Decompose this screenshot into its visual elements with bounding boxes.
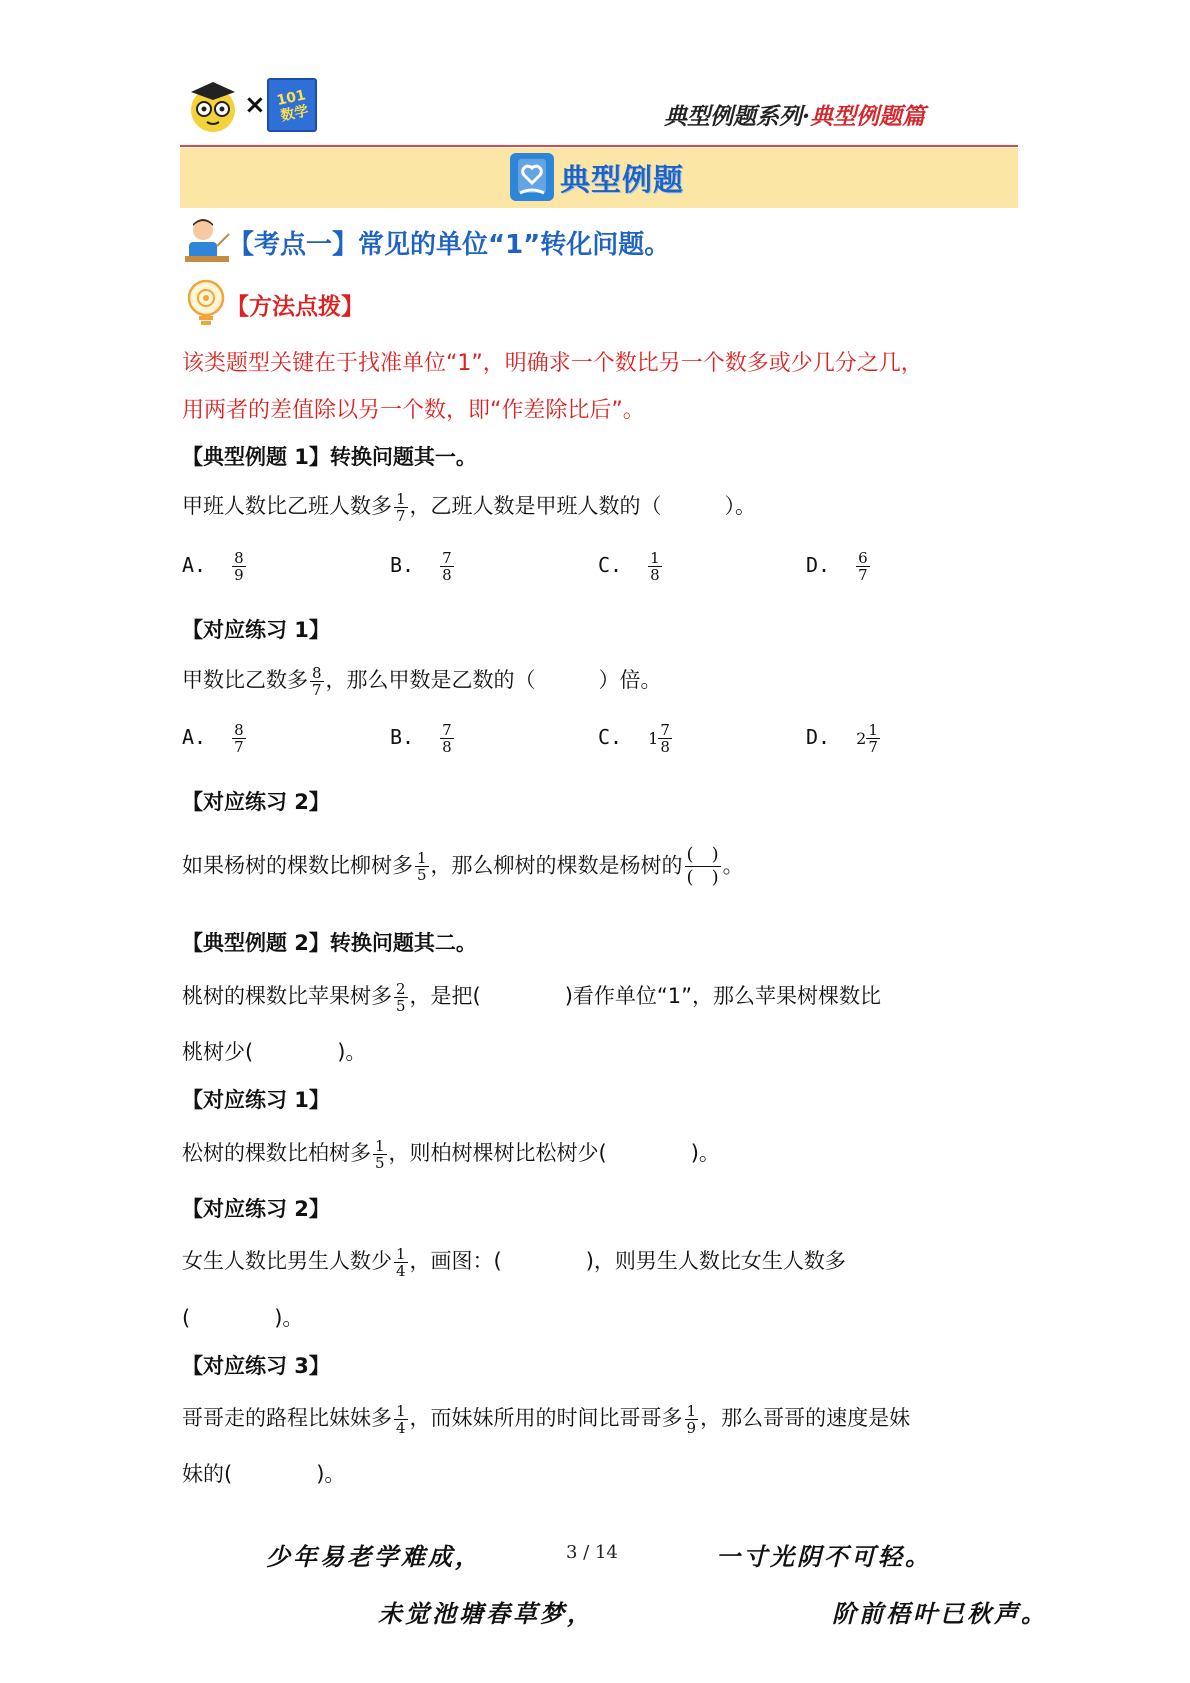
fraction <box>394 1246 408 1279</box>
question-text: ，画图：( )，则男生人数比女生人数多 <box>409 1249 846 1273</box>
header-logo-group <box>187 78 317 134</box>
kaodian-title: 【考点一】常见的单位“1”转化问题。 <box>228 230 671 260</box>
option-label: D. <box>806 725 831 749</box>
fraction-denominator: 7 <box>396 506 406 525</box>
option-label: B. <box>390 553 415 577</box>
example-1-option-b[interactable] <box>390 550 456 583</box>
fraction-denominator: 5 <box>375 1153 385 1172</box>
question-text: 女生人数比男生人数少 <box>182 1249 392 1273</box>
fraction-numerator: 6 <box>858 549 868 567</box>
series-title-red: 典型例题篇 <box>810 103 926 130</box>
practice-2-heading: 【对应练习 2】 <box>182 790 330 814</box>
option-label: A. <box>182 553 207 577</box>
fraction-denominator: 5 <box>396 996 406 1015</box>
blank-denominator: ( ) <box>686 867 719 888</box>
fraction-denominator: 7 <box>868 738 878 756</box>
series-title-black: 典型例题系列· <box>664 103 811 130</box>
fraction-denominator: 9 <box>234 566 244 584</box>
fraction-denominator: 7 <box>858 566 868 584</box>
option-fraction <box>648 550 662 583</box>
option-fraction <box>440 550 454 583</box>
practice-2-3-heading: 【对应练习 3】 <box>182 1354 330 1378</box>
fraction <box>685 1403 699 1436</box>
times-sign: × <box>244 90 266 120</box>
method-line-2: 用两者的差值除以另一个数，即“作差除比后”。 <box>182 398 645 423</box>
question-text: ，乙班人数是甲班人数的（ ）。 <box>409 494 757 518</box>
option-fraction <box>440 722 454 755</box>
fraction <box>394 981 408 1014</box>
question-text: 桃树的棵数比苹果树多 <box>182 984 392 1008</box>
fraction-denominator: 4 <box>396 1418 406 1437</box>
option-label: B. <box>390 725 415 749</box>
page-number: 3 / 14 <box>566 1542 618 1563</box>
example-2-question <box>182 980 881 1014</box>
fraction-denominator: 4 <box>396 1261 406 1280</box>
fraction-denominator: 7 <box>234 738 244 756</box>
method-line-1: 该类题型关键在于找准单位“1”，明确求一个数比另一个数多或少几分之几， <box>182 351 923 376</box>
example-1-option-c[interactable] <box>598 550 664 583</box>
question-text: 。 <box>722 853 744 878</box>
option-fraction <box>658 722 672 755</box>
fraction-denominator: 8 <box>442 566 452 584</box>
lightbulb-icon <box>186 278 226 328</box>
fraction-numerator: 1 <box>868 721 878 739</box>
fraction-denominator: 5 <box>417 866 427 884</box>
practice-1-option-d[interactable] <box>806 722 882 755</box>
question-text: 甲数比乙数多 <box>182 668 308 692</box>
practice-2-1-question <box>182 1137 720 1171</box>
section-banner <box>180 148 1018 208</box>
fraction <box>394 491 408 524</box>
fraction-numerator: 7 <box>442 721 452 739</box>
fraction-numerator: 7 <box>660 721 670 739</box>
teacher-icon <box>183 216 231 266</box>
question-text: 哥哥走的路程比妹妹多 <box>182 1406 392 1430</box>
mixed-whole: 1 <box>648 729 659 748</box>
fraction-denominator: 8 <box>660 738 670 756</box>
fraction-numerator: 1 <box>686 1401 697 1420</box>
fraction-numerator: 1 <box>417 849 427 867</box>
question-text: ，那么甲数是乙数的（ ）倍。 <box>325 668 662 692</box>
example-2-question-line-2: 桃树少( )。 <box>182 1040 367 1064</box>
fraction <box>394 1403 408 1436</box>
fraction-denominator: 7 <box>312 680 322 699</box>
fraction-denominator: 9 <box>686 1418 697 1437</box>
example-2-heading: 【典型例题 2】转换问题其二。 <box>182 931 477 955</box>
fraction-numerator: 1 <box>396 1244 406 1263</box>
fraction-numerator: 1 <box>396 489 406 508</box>
option-label: A. <box>182 725 207 749</box>
practice-2-2-heading: 【对应练习 2】 <box>182 1197 330 1221</box>
option-label: C. <box>598 725 623 749</box>
fraction <box>373 1138 387 1171</box>
fraction-numerator: 8 <box>234 721 244 739</box>
fraction-denominator: 8 <box>442 738 452 756</box>
example-1-question <box>182 490 756 524</box>
question-text: ，而妹妹所用的时间比哥哥多 <box>409 1406 683 1430</box>
question-text: 如果杨树的棵数比柳树多 <box>182 853 413 878</box>
example-1-heading: 【典型例题 1】转换问题其一。 <box>182 445 477 469</box>
question-text: ，那么哥哥的速度是妹 <box>700 1406 911 1430</box>
option-fraction <box>866 722 880 755</box>
owl-mascot-icon <box>187 78 239 134</box>
fraction-numerator: 1 <box>396 1401 406 1420</box>
option-fraction <box>856 550 870 583</box>
banner-title: 典型例题 <box>560 163 684 198</box>
practice-2-question <box>182 844 744 889</box>
option-label: C. <box>598 553 623 577</box>
example-1-option-d[interactable] <box>806 550 872 583</box>
blank-numerator: ( ) <box>686 844 719 865</box>
question-text: 松树的棵数比柏树多 <box>182 1141 371 1165</box>
practice-1-question <box>182 664 662 698</box>
fraction-numerator: 1 <box>375 1136 385 1155</box>
practice-2-1-heading: 【对应练习 1】 <box>182 1088 330 1112</box>
clipboard-heart-icon <box>510 153 554 201</box>
example-1-option-a[interactable] <box>182 550 248 583</box>
method-title: 【方法点拨】 <box>226 294 364 320</box>
question-text: 甲班人数比乙班人数多 <box>182 494 392 518</box>
footer-poem-line-2: 一寸光阴不可轻。 <box>716 1542 932 1571</box>
fraction-numerator: 7 <box>442 549 452 567</box>
practice-2-3-question <box>182 1402 910 1436</box>
mixed-whole: 2 <box>856 729 867 748</box>
fraction-numerator: 8 <box>234 549 244 567</box>
practice-1-heading: 【对应练习 1】 <box>182 618 330 642</box>
brand-logo <box>267 78 317 132</box>
fraction-denominator: 8 <box>650 566 660 584</box>
question-text: ，那么柳树的棵数是杨树的 <box>430 853 683 878</box>
fraction <box>310 665 324 698</box>
question-text: ，是把( )看作单位“1”，那么苹果树棵数比 <box>409 984 882 1008</box>
brand-logo-text: 101数学 <box>275 87 311 125</box>
fraction-numerator: 1 <box>650 549 660 567</box>
question-text: ，则柏树棵树比松树少( )。 <box>388 1141 720 1165</box>
option-fraction <box>232 722 246 755</box>
option-label: D. <box>806 553 831 577</box>
series-title <box>664 98 925 131</box>
practice-2-3-question-line-2: 妹的( )。 <box>182 1462 346 1486</box>
fraction <box>415 850 429 883</box>
footer-poem-line-3: 未觉池塘春草梦， <box>378 1599 594 1628</box>
header-divider <box>180 145 1018 147</box>
fraction-numerator: 2 <box>396 979 406 998</box>
footer-poem-line-4: 阶前梧叶已秋声。 <box>832 1599 1048 1628</box>
practice-2-2-question <box>182 1245 846 1279</box>
footer-poem-line-1: 少年易老学难成， <box>266 1542 482 1571</box>
practice-1-option-b[interactable] <box>390 722 456 755</box>
fraction-numerator: 8 <box>312 663 322 682</box>
practice-1-option-c[interactable] <box>598 722 674 755</box>
answer-blank-fraction[interactable] <box>685 844 721 889</box>
practice-2-2-question-line-2: ( )。 <box>182 1306 304 1330</box>
option-fraction <box>232 550 246 583</box>
practice-1-option-a[interactable] <box>182 722 248 755</box>
